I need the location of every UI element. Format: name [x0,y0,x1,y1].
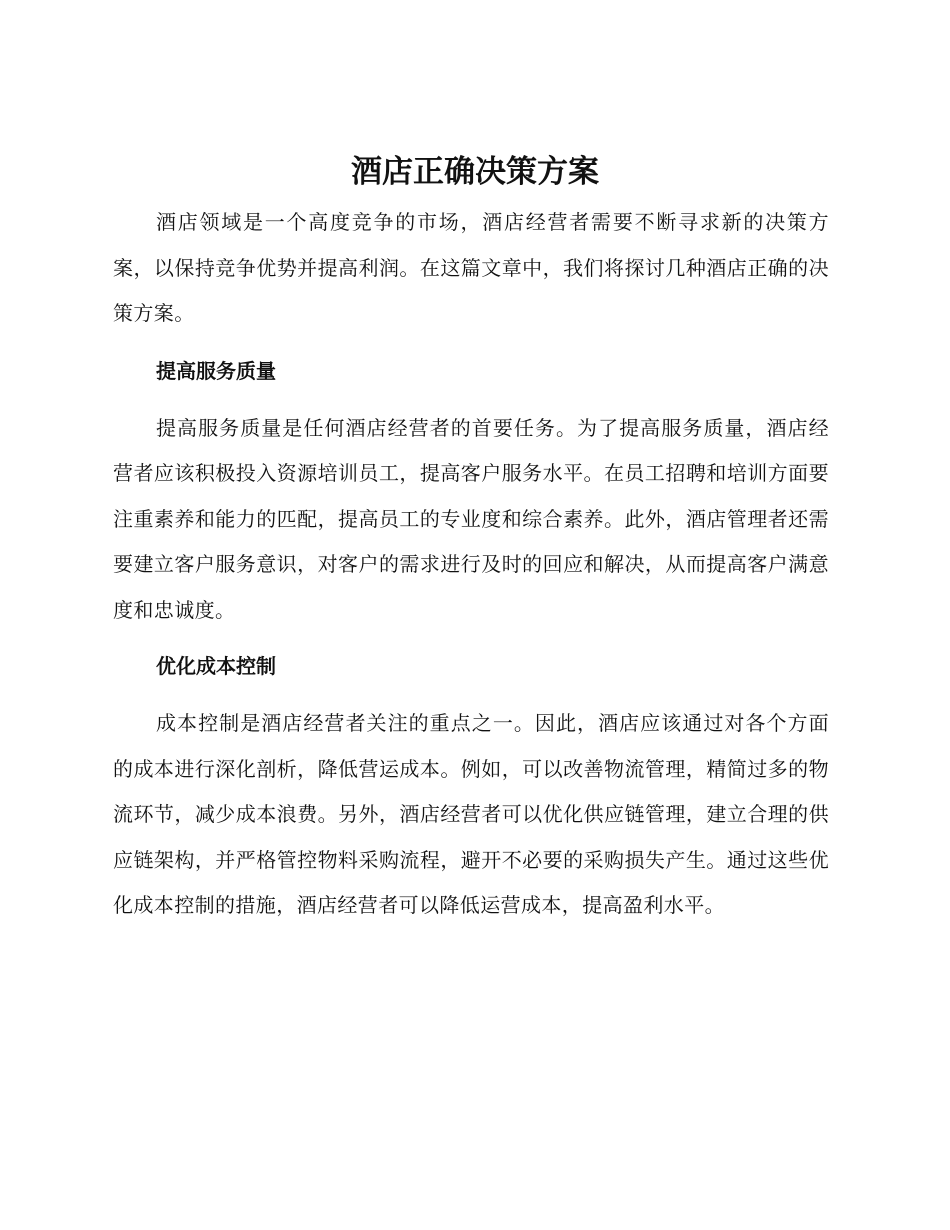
document-body [113,200,829,929]
section-paragraph: 成本控制是酒店经营者关注的重点之一。因此，酒店应该通过对各个方面的成本进行深化剖析，降低营运成本。例如，可以改善物流管理，精简过多的物流环节，减少成本浪费。另外，酒店经营者可以优化供应链管理，建立合理的供应链架构，并严格管控物料采购流程，避开不必要的采购损失产生。通过这些优化成本控制的措施，酒店经营者可以降低运营成本，提高盈利水平。 [113,711,829,917]
section-cost-control [113,644,829,929]
section-heading: 优化成本控制 [156,654,276,678]
intro-paragraph: 酒店领域是一个高度竞争的市场，酒店经营者需要不断寻求新的决策方案，以保持竞争优势并提高利润。在这篇文章中，我们将探讨几种酒店正确的决策方案。 [113,210,829,325]
section-paragraph: 提高服务质量是任何酒店经营者的首要任务。为了提高服务质量，酒店经营者应该积极投入资源培训员工，提高客户服务水平。在员工招聘和培训方面要注重素养和能力的匹配，提高员工的专业度和综合素养。此外，酒店管理者还需要建立客户服务意识，对客户的需求进行及时的回应和解决，从而提高客户满意度和忠诚度。 [113,415,829,622]
section-service-quality [113,349,829,634]
document-title: 酒店正确决策方案 [351,154,599,190]
section-heading: 提高服务质量 [156,358,276,383]
